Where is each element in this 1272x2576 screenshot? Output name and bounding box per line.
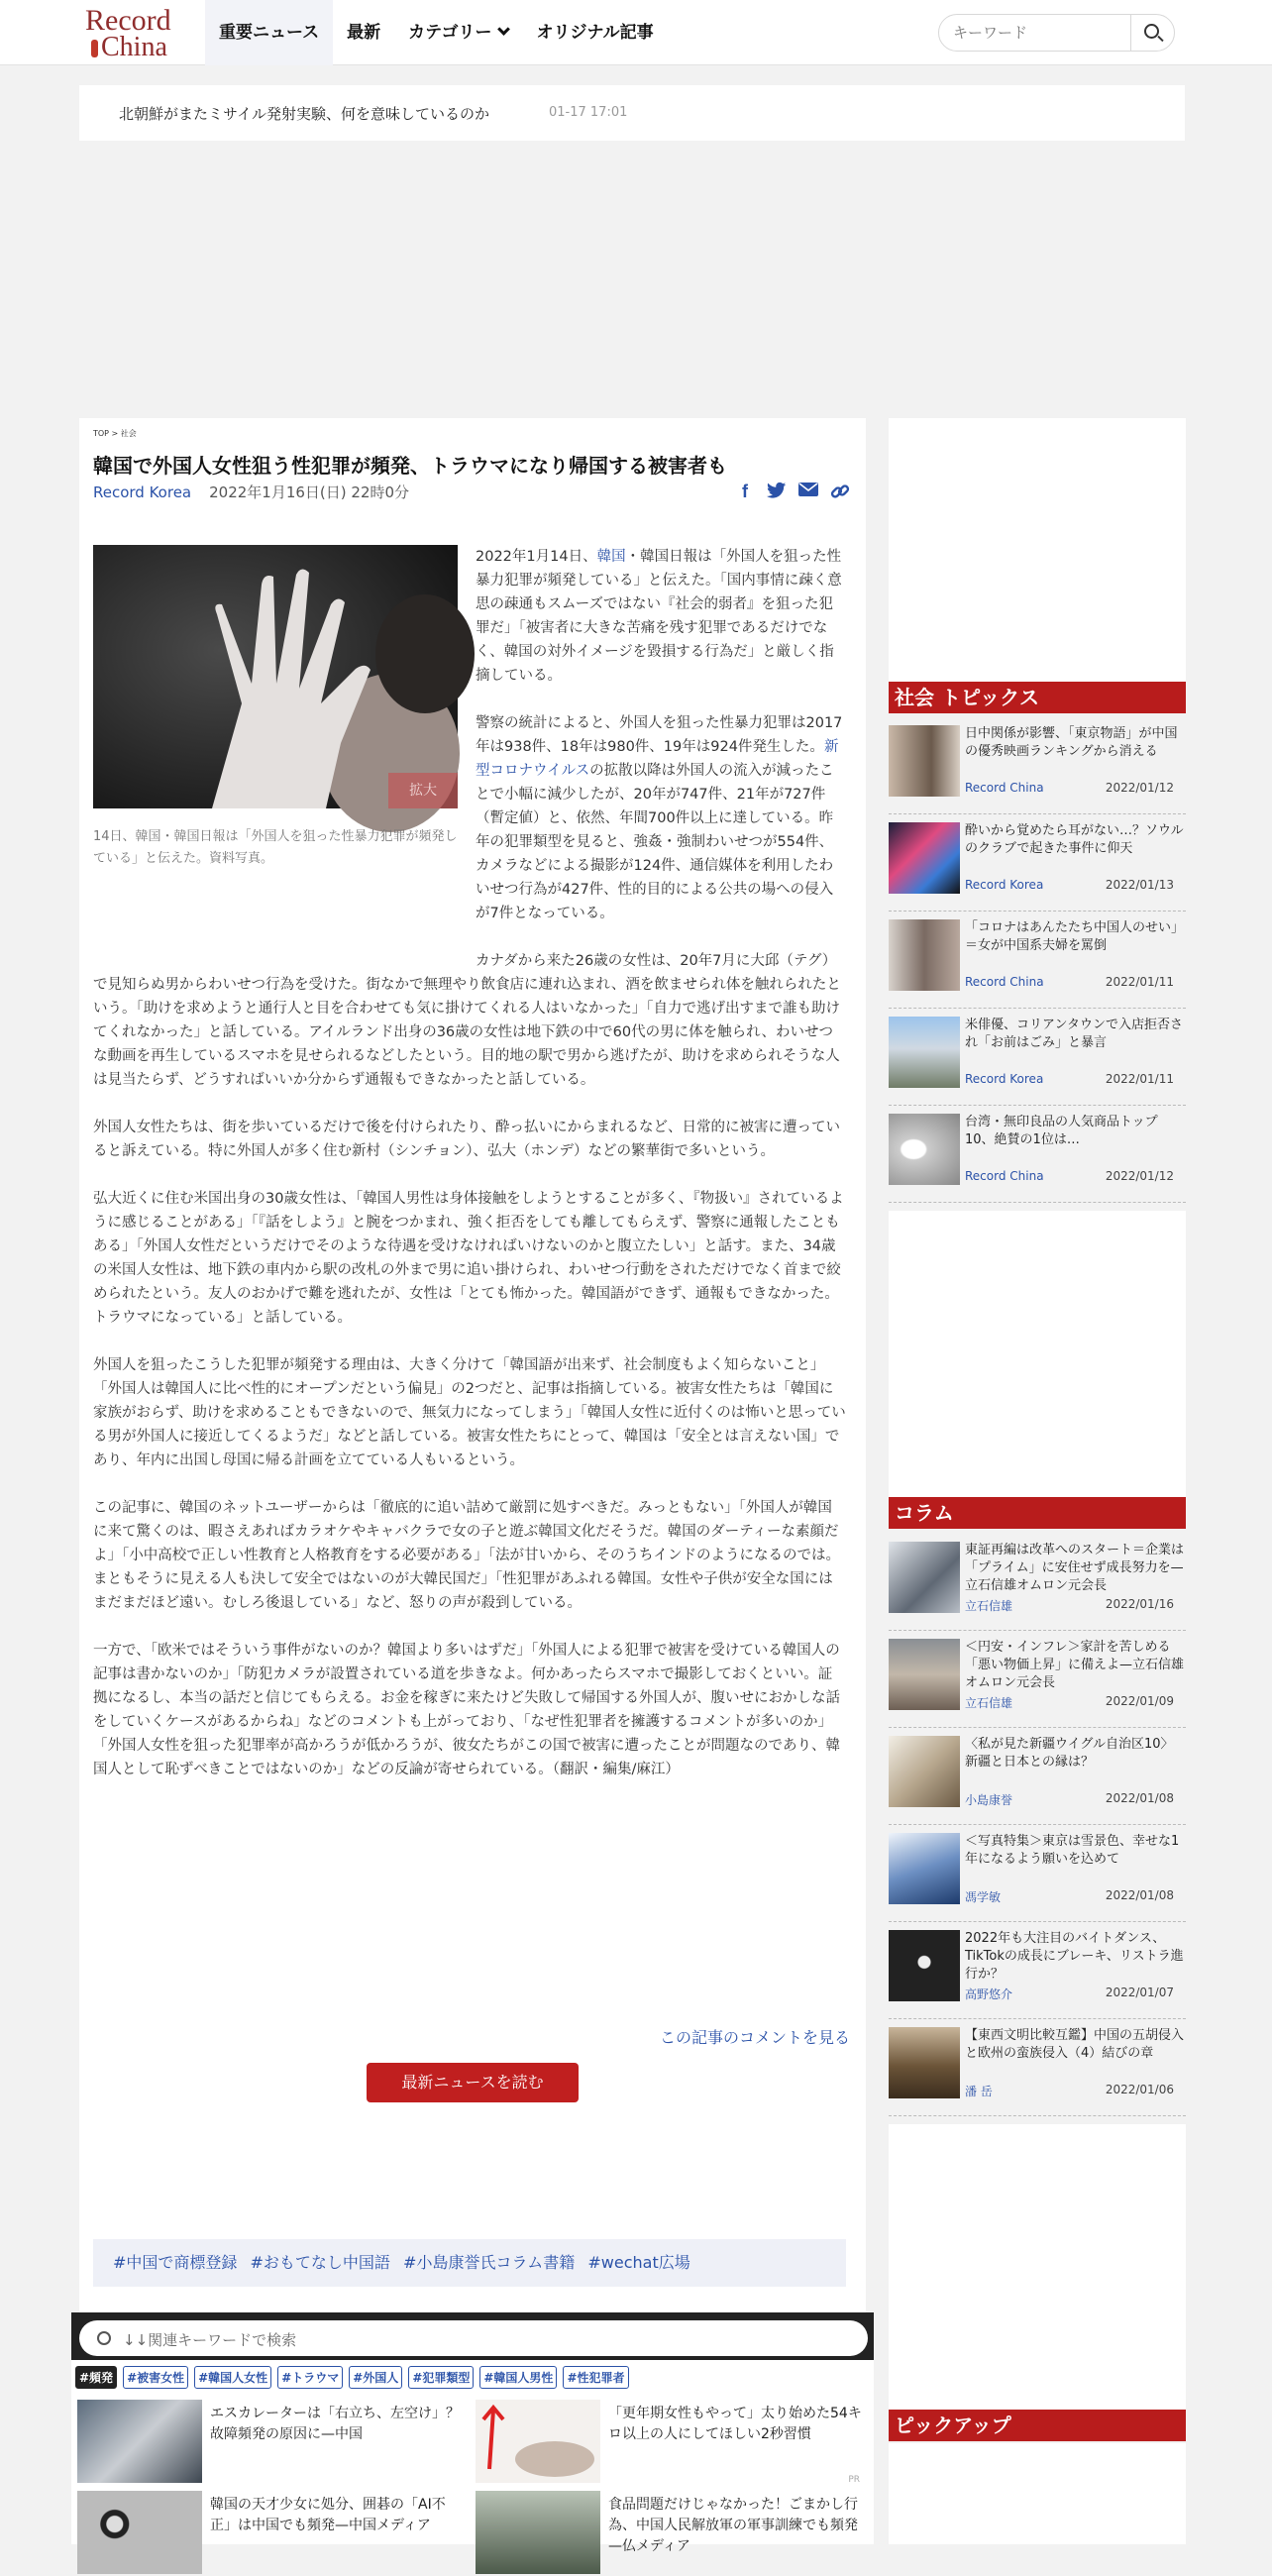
photo-caption: 14日、韓国・韓国日報は「外国人を狙った性暴力犯罪が頻発している」と伝えた。資料写真。 xyxy=(93,829,458,866)
article-title: 韓国で外国人女性狙う性犯罪が頻発、トラウマになり帰国する被害者も xyxy=(93,454,727,478)
related-item[interactable] xyxy=(474,2491,870,2576)
topic-title: 米俳優、コリアンタウンで入店拒否され「お前はごみ」と暴言 xyxy=(965,1018,1183,1050)
topic-item[interactable] xyxy=(889,913,1186,1009)
column-date: 2022/01/07 xyxy=(1105,1986,1174,1999)
link-icon[interactable] xyxy=(830,482,850,501)
column-date: 2022/01/08 xyxy=(1105,1791,1174,1805)
logo-text-record: Record xyxy=(85,4,171,37)
topic-item[interactable] xyxy=(889,719,1186,814)
column-thumbnail xyxy=(889,1736,960,1807)
main-nav xyxy=(205,0,668,65)
column-title: ＜写真特集＞東京は雪景色、幸せな1年になるよう願いを込めて xyxy=(965,1834,1180,1867)
topic-date: 2022/01/12 xyxy=(1105,1169,1174,1183)
search-button[interactable] xyxy=(1130,15,1174,51)
tag-link[interactable]: #小島康誉氏コラム書籍 xyxy=(403,2253,576,2272)
column-title: 2022年も大注目のバイトダンス、TikTokの成長にブレーキ、リストラ進行か？ xyxy=(965,1931,1184,1982)
p1-text-a: 2022年1月14日、 xyxy=(476,549,597,565)
sidebar-column-heading: コラム xyxy=(889,1497,1186,1529)
column-title: ＜円安・インフレ＞家計を苦しめる「悪い物価上昇」に備えよ—立石信雄オムロン元会長 xyxy=(965,1640,1185,1690)
related-section xyxy=(71,2312,874,2554)
topic-source: Record China xyxy=(965,975,1044,989)
related-item[interactable] xyxy=(75,2400,472,2485)
ticker-time: 01-17 17:01 xyxy=(549,105,628,120)
article-source[interactable]: Record Korea xyxy=(93,483,192,501)
search-icon xyxy=(1144,24,1159,39)
mail-icon[interactable] xyxy=(798,482,818,501)
related-thumbnail xyxy=(77,2491,202,2574)
related-search-placeholder: ↓↓関連キーワードで検索 xyxy=(123,2331,297,2349)
breadcrumb[interactable]: TOP > 社会 xyxy=(93,429,137,438)
topic-title: 台湾・無印良品の人気商品トップ10、絶賛の1位は… xyxy=(965,1115,1158,1147)
keyword-chip[interactable]: #韓国人男性 xyxy=(479,2366,557,2389)
keyword-chip[interactable]: #被害女性 xyxy=(123,2366,188,2389)
topic-source: Record China xyxy=(965,781,1044,795)
paragraph-5: 弘大近くに住む米国出身の30歳女性は、「韓国人男性は身体接触をしようとすることが多く、『物扱い』されているように感じることがある」「『話をしよう』と腕をつかまれ、強く拒否をしても離してもらえず、警察に通報したこともある」「外国人女性だというだけでそのような待遇を受けなければいけないのかと腹立たしい」と話す。また、34歳の米国人女性は、地下鉄の車内から駅の改札の外まで男に追い掛けられ、わいせつ行動をされただけでなく首まで絞められたという。友人のおかげで難を逃れたが、女性は「とても怖かった。韓国語ができず、通報もできなかった。トラウマになっている」と話している。 xyxy=(93,1191,844,1326)
column-item[interactable] xyxy=(889,1827,1186,1922)
tag-link[interactable]: #中国で商標登録 xyxy=(113,2253,238,2272)
keyword-chip[interactable]: #外国人 xyxy=(349,2366,402,2389)
topic-thumbnail xyxy=(889,1017,960,1088)
related-item-title: 「更年期女性もやって」太り始めた54キロ以上の人にしてほしい2秒習慣 xyxy=(608,2406,862,2442)
paragraph-4: 外国人女性たちは、街を歩いているだけで後を付けられたり、酔っ払いにからまれるなど、日常的に被害に遭っていると訴えている。特に外国人が多く住む新村（シンチョン）、弘大（ホンデ）などの繁華街で多いという。 xyxy=(93,1120,840,1159)
facebook-icon[interactable]: f xyxy=(742,482,748,501)
nav-category[interactable] xyxy=(394,0,522,65)
column-date: 2022/01/08 xyxy=(1105,1888,1174,1902)
topic-title: 日中関係が影響、「東京物語」が中国の優秀映画ランキングから消える xyxy=(965,726,1178,759)
column-thumbnail xyxy=(889,2027,960,2098)
related-search-input[interactable] xyxy=(79,2320,868,2356)
topic-thumbnail xyxy=(889,1114,960,1185)
logo-text-china: China xyxy=(101,32,167,62)
column-thumbnail xyxy=(889,1833,960,1904)
column-item[interactable] xyxy=(889,2021,1186,2116)
topic-date: 2022/01/12 xyxy=(1105,781,1174,795)
header-search xyxy=(938,14,1175,52)
sidebar-topics-heading: 社会 トピックス xyxy=(889,682,1186,713)
topic-source: Record Korea xyxy=(965,1072,1044,1086)
topic-source: Record Korea xyxy=(965,878,1044,892)
nav-top-news[interactable]: 重要ニュース xyxy=(205,0,333,65)
ticker-headline[interactable]: 北朝鮮がまたミサイル発射実験、何を意味しているのか xyxy=(119,105,489,123)
column-item[interactable] xyxy=(889,1730,1186,1825)
topic-title: 「コロナはあんたたち中国人のせい」＝女が中国系夫婦を罵倒 xyxy=(965,920,1185,953)
paragraph-3: カナダから来た26歳の女性は、20年7月に大邱（テグ）で見知らぬ男からわいせつ行為を受けた。街なかで無理やり飲食店に連れ込まれ、酒を飲ませられ体を触れられたという。「助けを求めようと通行人と目を合わせても気に掛けてくれる人はいなかった」「自力で逃げ出すまで誰も助けてくれなかった」と話している。アイルランド出身の36歳の女性は地下鉄の中で60代の男に体を触られ、わいせつな動画を再生しているスマホを見せられるなどしたという。目的地の駅で男から逃げたが、助けを求められそうな人は見当たらず、どうすればいいか分からず通報もできなかったと話している。 xyxy=(93,953,841,1088)
column-thumbnail xyxy=(889,1930,960,2001)
topic-item[interactable] xyxy=(889,1011,1186,1106)
view-comments-link[interactable]: この記事のコメントを見る xyxy=(659,2028,850,2047)
column-title: 【東西文明比較互鑑】中国の五胡侵入と欧州の蛮族侵入（4）結びの章 xyxy=(965,2028,1185,2061)
topic-thumbnail xyxy=(889,822,960,894)
related-thumbnail xyxy=(77,2400,202,2483)
nav-latest[interactable]: 最新 xyxy=(347,23,381,43)
column-thumbnail xyxy=(889,1542,960,1613)
paragraph-6: 外国人を狙ったこうした犯罪が頻発する理由は、大きく分けて「韓国語が出来ず、社会制度もよく知らないこと」「外国人は韓国人に比べ性的にオープンだという偏見」の2つだと、記事は指摘している。被害女性たちは「韓国に家族がおらず、助けを求めることもできないので、無気力になってしまう」「韓国人女性に近付くのは怖いと思っている男が外国人に接近してくるようだ」などと話している。被害女性たちにとって、韓国は「安全とは言えない国」であり、年内に出国し母国に帰る計画を立てている人もいるという。 xyxy=(93,1357,846,1468)
p1-text-b: ・韓国日報は「外国人を狙った性暴力犯罪が頻発している」と伝えた。「国内事情に疎く意思の疎通もスムーズではない『社会的弱者』を狙った犯罪だ」「被害者に大きな苦痛を残す犯罪であるだけでなく、韓国の対外イメージを毀損する行為だ」と厳しく指摘している。 xyxy=(476,549,842,684)
column-date: 2022/01/09 xyxy=(1105,1694,1174,1708)
column-author: 小島康誉 xyxy=(965,1793,1013,1807)
topic-source: Record China xyxy=(965,1169,1044,1183)
logo-mark xyxy=(91,40,98,57)
article-date: 2022年1月16日(日) 22時0分 xyxy=(209,483,410,501)
paragraph-7: この記事に、韓国のネットユーザーからは「徹底的に追い詰めて厳罰に処すべきだ。みっともない」「外国人が韓国に来て驚くのは、暇さえあればカラオケやキャバクラで女の子と遊ぶ韓国文化だそうだ。韓国のダーティーな素顔だよ」「小中高校で正しい性教育と人格教育をする必要がある」「法が甘いから、そのうちインドのようになるのでは。まともそうに見える人も決して安全ではないのが大韓民国だ」「性犯罪があふれる韓国。女性や子供が安全な国にはまだまだほど遠い。むしろ後退している」など、怒りの声が殺到している。 xyxy=(93,1500,840,1611)
topic-date: 2022/01/13 xyxy=(1105,878,1174,892)
ad-mark: PR xyxy=(848,2475,860,2485)
tag-link[interactable]: #wechat広場 xyxy=(587,2253,690,2272)
related-item[interactable] xyxy=(474,2400,870,2485)
share-buttons xyxy=(735,482,850,501)
topic-item[interactable] xyxy=(889,816,1186,912)
topic-item[interactable] xyxy=(889,1108,1186,1203)
column-title: 東証再編は改革へのスタート＝企業は「プライム」に安住せず成長努力を—立石信雄オムロン元会長 xyxy=(965,1543,1185,1593)
link-covid[interactable]: 新型コロナウイルス xyxy=(476,739,839,779)
sidebar-ad-slot xyxy=(889,418,1186,686)
news-ticker xyxy=(79,85,1185,141)
tag-link[interactable]: #おもてなし中国語 xyxy=(250,2253,390,2272)
chevron-down-icon xyxy=(498,23,511,36)
column-date: 2022/01/06 xyxy=(1105,2083,1174,2096)
column-item[interactable] xyxy=(889,1536,1186,1631)
article-container xyxy=(79,418,866,2544)
site-logo[interactable] xyxy=(85,4,192,62)
keyword-chip[interactable]: #韓国人女性 xyxy=(194,2366,271,2389)
topic-date: 2022/01/11 xyxy=(1105,975,1174,989)
pickup-area xyxy=(889,2443,1186,2544)
zoom-button[interactable]: 拡大 xyxy=(388,773,458,808)
keyword-chip[interactable]: #頻発 xyxy=(75,2366,117,2389)
column-author: 立石信雄 xyxy=(965,1696,1013,1710)
column-date: 2022/01/16 xyxy=(1105,1597,1174,1611)
column-title: 〈私が見た新疆ウイグル自治区10〉新疆と日本との縁は？ xyxy=(965,1737,1174,1770)
topic-thumbnail xyxy=(889,725,960,797)
p2-text-a: 警察の統計によると、外国人を狙った性暴力犯罪は2017年は938件、18年は980件、19年は924件発生した。 xyxy=(476,715,843,755)
sidebar-ad-slot xyxy=(889,2124,1186,2412)
link-korea[interactable]: 韓国 xyxy=(596,549,626,565)
topic-date: 2022/01/11 xyxy=(1105,1072,1174,1086)
related-item-title: 食品問題だけじゃなかった！ごまかし行為、中国人民解放軍の軍事訓練でも頻発—仏メディア xyxy=(608,2497,858,2554)
topic-thumbnail xyxy=(889,919,960,991)
article-meta xyxy=(93,482,409,502)
keyword-chip[interactable]: #トラウマ xyxy=(277,2366,343,2389)
paragraph-8: 一方で、「欧米ではそういう事件がないのか？韓国より多いはずだ」「外国人による犯罪で被害を受けている韓国人の記事は書かないのか」「防犯カメラが設置されている道を歩きなよ。何かあったらスマホで撮影しておくといい。証拠になるし、本当の話だと信じてもらえる。お金を稼ぎに来たけど失敗して帰国する外国人が、腹いせにおかしな話をしていくケースがあるからね」などのコメントも上がっており、「なぜ性犯罪者を擁護するコメントが多いのか」「外国人女性を狙った犯罪率が高かろうが低かろうが、彼女たちがこの国で被害に遭ったことが問題なのであり、韓国人として恥ずべきことではないのか」などの反論が寄せられている。（翻訳・編集/麻江） xyxy=(93,1643,840,1777)
related-item[interactable] xyxy=(75,2491,472,2576)
search-icon xyxy=(97,2331,111,2345)
site-header xyxy=(0,0,1272,65)
related-item-title: 韓国の天才少女に処分、囲碁の「AI不正」は中国でも頻発—中国メディア xyxy=(210,2497,446,2533)
nav-category-label: カテゴリー xyxy=(408,23,492,43)
search-input[interactable] xyxy=(953,22,1121,44)
nav-original[interactable]: オリジナル記事 xyxy=(536,23,654,43)
read-latest-news-button[interactable]: 最新ニュースを読む xyxy=(367,2063,579,2102)
column-author: 潘 岳 xyxy=(965,2085,993,2098)
sidebar-ad-slot xyxy=(889,1211,1186,1498)
sidebar-pickup-heading: ピックアップ xyxy=(889,2410,1186,2441)
keyword-chip[interactable]: #犯罪類型 xyxy=(408,2366,474,2389)
related-keywords xyxy=(75,2366,629,2389)
column-author: 馮学敏 xyxy=(965,1890,1002,1904)
related-thumbnail xyxy=(476,2400,600,2483)
twitter-icon[interactable] xyxy=(767,482,787,501)
column-item[interactable] xyxy=(889,1633,1186,1728)
related-thumbnail xyxy=(476,2491,600,2574)
topic-title: 酔いから覚めたら耳がない…？ソウルのクラブで起きた事件に仰天 xyxy=(965,823,1184,856)
keyword-chip[interactable]: #性犯罪者 xyxy=(563,2366,628,2389)
column-author: 立石信雄 xyxy=(965,1599,1013,1613)
column-thumbnail xyxy=(889,1639,960,1710)
article-photo[interactable] xyxy=(93,545,458,808)
related-item-title: エスカレーターは「右立ち、左空け」？故障頻発の原因に—中国 xyxy=(210,2406,460,2442)
p2-text-b: の拡散以降は外国人の流入が減ったことで小幅に減少したが、20年が747件、21年が727件（暫定値）と、依然、年間700件以上に達している。昨年の犯罪類型を見ると、強姦・強制わいせつが554件、カメラなどによる撮影が124件、通信媒体を利用したわいせつ行為が427件、性的目的による公共の場への侵入が7件となっている。 xyxy=(476,763,834,921)
related-search-bar xyxy=(71,2312,874,2360)
column-author: 高野悠介 xyxy=(965,1987,1013,2001)
column-item[interactable] xyxy=(889,1924,1186,2019)
logo-text-china-row xyxy=(91,34,192,61)
tag-bar xyxy=(93,2239,846,2287)
